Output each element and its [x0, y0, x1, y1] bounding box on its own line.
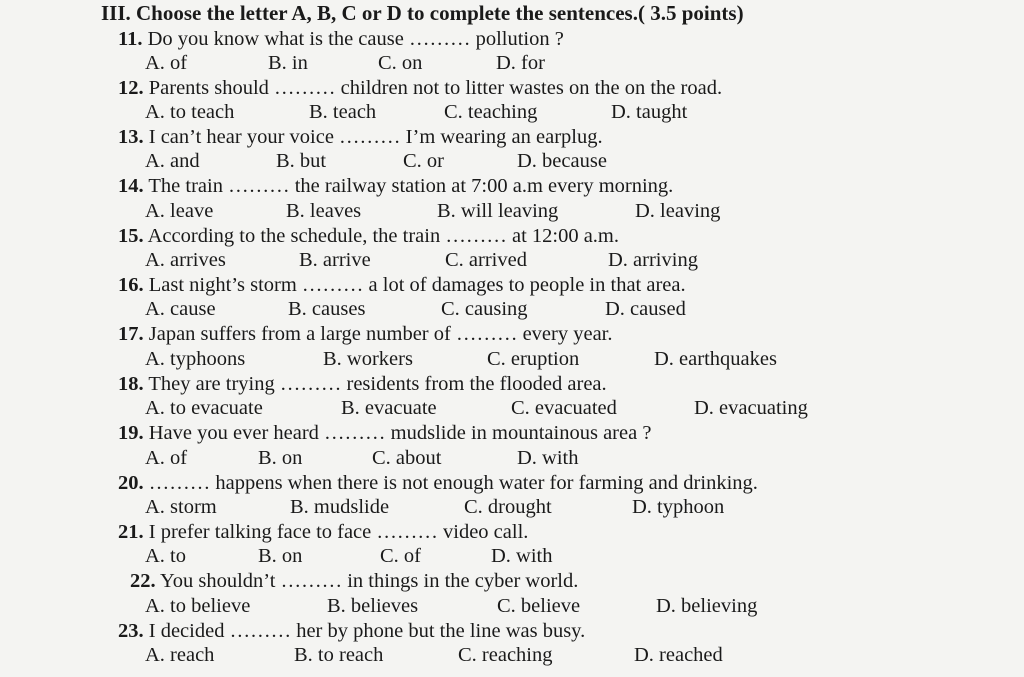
option-c[interactable]: C. about	[372, 447, 442, 469]
option-c[interactable]: B. will leaving	[437, 200, 559, 222]
option-b[interactable]: B. evacuate	[341, 397, 437, 419]
option-d[interactable]: D. earthquakes	[654, 348, 777, 370]
option-d[interactable]: D. because	[517, 150, 607, 172]
option-d[interactable]: D. typhoon	[632, 496, 725, 518]
option-a[interactable]: A. storm	[145, 496, 217, 518]
question-text: Japan suffers from a large number of ……… every year.	[148, 323, 613, 345]
option-a[interactable]: A. of	[145, 447, 188, 469]
option-b[interactable]: B. arrive	[299, 249, 371, 271]
option-d[interactable]: D. evacuating	[694, 397, 808, 419]
question-16	[118, 274, 686, 297]
option-b[interactable]: B. believes	[327, 595, 419, 617]
question-14	[118, 175, 673, 198]
question-text: Have you ever heard ……… mudslide in mountainous area ?	[148, 422, 652, 444]
option-c[interactable]: C. evacuated	[511, 397, 617, 419]
option-b[interactable]: B. workers	[323, 348, 413, 370]
question-number: 14.	[118, 175, 144, 197]
option-b[interactable]: B. on	[258, 447, 303, 469]
question-11	[118, 28, 564, 51]
option-d[interactable]: D. for	[496, 52, 545, 74]
question-17	[118, 323, 613, 346]
option-c[interactable]: C. arrived	[445, 249, 527, 271]
option-c[interactable]: C. on	[378, 52, 423, 74]
option-a[interactable]: A. cause	[145, 298, 216, 320]
option-b[interactable]: B. in	[268, 52, 308, 74]
question-20	[118, 472, 758, 495]
option-a[interactable]: A. reach	[145, 644, 215, 666]
option-b[interactable]: B. causes	[288, 298, 366, 320]
question-text: The train ……… the railway station at 7:00 a.m every morning.	[148, 175, 674, 197]
question-number: 19.	[118, 422, 144, 444]
question-13	[118, 126, 603, 149]
option-c[interactable]: C. teaching	[444, 101, 538, 123]
option-a[interactable]: A. to believe	[145, 595, 251, 617]
question-15	[118, 225, 619, 248]
question-number: 13.	[118, 126, 144, 148]
option-d[interactable]: D. believing	[656, 595, 758, 617]
question-21	[118, 521, 528, 544]
question-18	[118, 373, 607, 396]
section-heading: III. Choose the letter A, B, C or D to complete the sentences.( 3.5 points)	[101, 1, 744, 25]
question-number: 15.	[118, 225, 144, 247]
question-text: I prefer talking face to face ……… video call.	[148, 521, 529, 543]
question-text: ……… happens when there is not enough water for farming and drinking.	[148, 472, 758, 494]
option-d[interactable]: D. arriving	[608, 249, 698, 271]
option-d[interactable]: D. taught	[611, 101, 688, 123]
question-text: Last night’s storm ……… a lot of damages to people in that area.	[148, 274, 686, 296]
question-text: You shouldn’t ……… in things in the cyber world.	[160, 570, 579, 592]
option-b[interactable]: B. on	[258, 545, 303, 567]
option-c[interactable]: C. of	[380, 545, 421, 567]
option-d[interactable]: D. with	[517, 447, 579, 469]
option-a[interactable]: A. to	[145, 545, 186, 567]
question-12	[118, 77, 722, 100]
question-number: 16.	[118, 274, 144, 296]
question-number: 22.	[130, 570, 156, 592]
option-d[interactable]: D. with	[491, 545, 553, 567]
option-b[interactable]: B. mudslide	[290, 496, 390, 518]
option-c[interactable]: C. drought	[464, 496, 552, 518]
question-text: I can’t hear your voice ……… I’m wearing an earplug.	[148, 126, 603, 148]
question-text: According to the schedule, the train ……… at 12:00 a.m.	[147, 225, 620, 247]
question-text: Do you know what is the cause ……… pollution ?	[147, 28, 564, 50]
option-d[interactable]: D. leaving	[635, 200, 721, 222]
option-d[interactable]: D. caused	[605, 298, 686, 320]
option-c[interactable]: C. believe	[497, 595, 581, 617]
option-b[interactable]: B. to reach	[294, 644, 384, 666]
question-number: 20.	[118, 472, 144, 494]
question-number: 11.	[118, 28, 143, 50]
option-c[interactable]: C. reaching	[458, 644, 553, 666]
question-text: They are trying ……… residents from the flooded area.	[148, 373, 607, 395]
question-number: 18.	[118, 373, 144, 395]
option-a[interactable]: A. to teach	[145, 101, 235, 123]
question-text: Parents should ……… children not to litter wastes on the on the road.	[148, 77, 723, 99]
question-text: I decided ……… her by phone but the line was busy.	[148, 620, 586, 642]
option-a[interactable]: A. to evacuate	[145, 397, 263, 419]
question-number: 21.	[118, 521, 144, 543]
option-c[interactable]: C. causing	[441, 298, 528, 320]
question-19	[118, 422, 651, 445]
cropped-text-line	[120, 668, 920, 677]
option-a[interactable]: A. arrives	[145, 249, 226, 271]
option-b[interactable]: B. leaves	[286, 200, 362, 222]
question-number: 17.	[118, 323, 144, 345]
question-23	[118, 620, 585, 643]
option-a[interactable]: A. leave	[145, 200, 214, 222]
option-a[interactable]: A. and	[145, 150, 200, 172]
option-b[interactable]: B. but	[276, 150, 327, 172]
option-a[interactable]: A. typhoons	[145, 348, 246, 370]
option-c[interactable]: C. or	[403, 150, 444, 172]
question-22	[130, 570, 578, 593]
option-b[interactable]: B. teach	[309, 101, 377, 123]
question-number: 12.	[118, 77, 144, 99]
question-number: 23.	[118, 620, 144, 642]
option-c[interactable]: C. eruption	[487, 348, 580, 370]
option-a[interactable]: A. of	[145, 52, 188, 74]
option-d[interactable]: D. reached	[634, 644, 723, 666]
